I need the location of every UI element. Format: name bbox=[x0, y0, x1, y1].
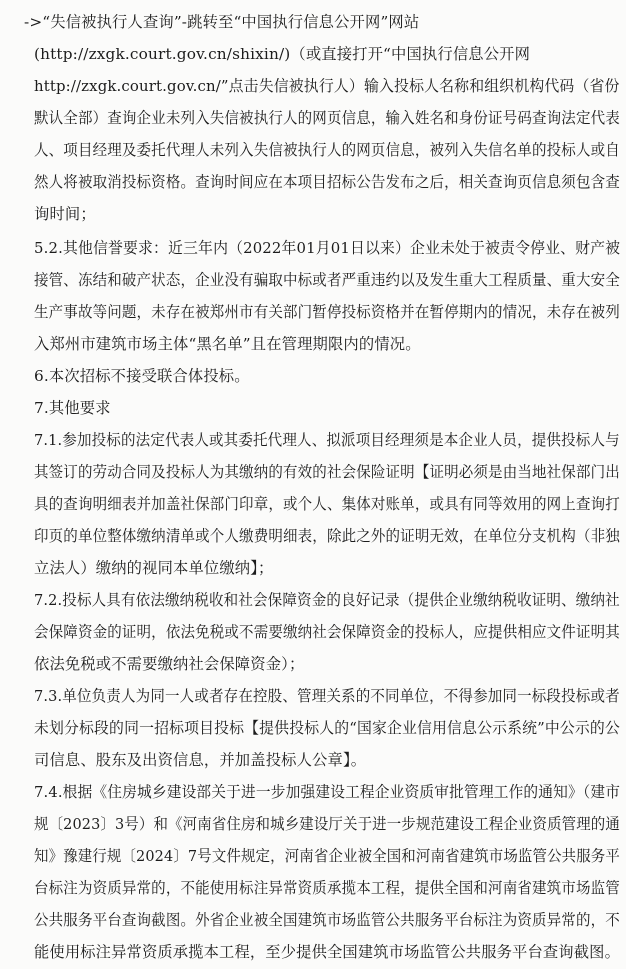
text-line: 能使用标注异常资质承揽本工程，至少提供全国建筑市场监管公共服务平台查询截图。 bbox=[34, 943, 620, 961]
text-line: ->“失信被执行人查询”-跳转至“中国执行信息公开网”网站 bbox=[24, 13, 420, 31]
text-line: 会保障资金的证明，依法免税或不需要缴纳社会保障资金的投标人，应提供相应文件证明其 bbox=[34, 623, 620, 641]
text-line: 5.2.其他信誉要求：近三年内（2022年01月01日以来）企业未处于被责令停业、财产被 bbox=[34, 239, 621, 257]
text-line: 生产事故等问题，未存在被郑州市有关部门暂停投标资格并在暂停期内的情况，未存在被列 bbox=[34, 303, 620, 321]
text-line: 公共服务平台查询截图。外省企业被全国建筑市场监管公共服务平台标注为资质异常的，不 bbox=[34, 911, 620, 929]
text-line: 台标注为资质异常的，不能使用标注异常资质承揽本工程，提供全国和河南省建筑市场监管 bbox=[34, 879, 620, 897]
text-line: 司信息、股东及出资信息，并加盖投标人公章】。 bbox=[34, 751, 367, 769]
text-line: 询时间； bbox=[34, 205, 96, 223]
text-line: 人、项目经理及委托代理人未列入失信被执行人的网页信息，被列入失信名单的投标人或自 bbox=[34, 141, 620, 159]
text-line: 7.3.单位负责人为同一人或者存在控股、管理关系的不同单位，不得参加同一标段投标或者 bbox=[34, 687, 620, 705]
text-line: 然人将被取消投标资格。查询时间应在本项目招标公告发布之后，相关查询页信息须包含查 bbox=[34, 173, 620, 191]
text-line: (http://zxgk.court.gov.cn/shixin/)（或直接打开“中国执行信息公开网 bbox=[34, 45, 531, 63]
text-line: 未划分标段的同一招标项目投标【提供投标人的“国家企业信用信息公示系统”中公示的公 bbox=[34, 719, 620, 737]
text-line: 7.2.投标人具有依法缴纳税收和社会保障资金的良好记录（提供企业缴纳税收证明、缴纳社 bbox=[34, 591, 620, 609]
text-line: 具的查询明细表并加盖社保部门印章，或个人、集体对账单，或具有同等效用的网上查询打 bbox=[34, 495, 620, 513]
text-line: 6.本次招标不接受联合体投标。 bbox=[34, 367, 250, 385]
text-line: 接管、冻结和破产状态，企业没有骗取中标或者严重违约以及发生重大工程质量、重大安全 bbox=[34, 271, 620, 289]
text-line: 其签订的劳动合同及投标人为其缴纳的有效的社会保险证明【证明必须是由当地社保部门出 bbox=[34, 463, 620, 481]
text-line: 依法免税或不需要缴纳社会保障资金）； bbox=[34, 655, 305, 673]
text-line: http://zxgk.court.gov.cn/”点击失信被执行人）输入投标人名称和组织机构代码（省份 bbox=[34, 77, 620, 95]
text-line: 7.4.根据《住房城乡建设部关于进一步加强建设工程企业资质审批管理工作的通知》（建市 bbox=[34, 783, 621, 801]
text-line: 7.其他要求 bbox=[34, 399, 111, 417]
text-line: 入郑州市建筑市场主体“黑名单”且在管理期限内的情况。 bbox=[34, 335, 421, 353]
text-line: 默认全部）查询企业未列入失信被执行人的网页信息，输入姓名和身份证号码查询法定代表 bbox=[34, 109, 620, 127]
text-line: 7.1.参加投标的法定代表人或其委托代理人、拟派项目经理须是本企业人员，提供投标人与 bbox=[34, 431, 620, 449]
text-line: 印页的单位整体缴纳清单或个人缴费明细表，除此之外的证明无效，在单位分支机构（非独 bbox=[34, 527, 620, 545]
text-line: 规〔2023〕3号）和《河南省住房和城乡建设厅关于进一步规范建设工程企业资质管理的通 bbox=[34, 815, 620, 833]
text-line: 知》豫建行规〔2024〕7号文件规定，河南省企业被全国和河南省建筑市场监管公共服务平 bbox=[34, 847, 620, 865]
text-line: 立法人）缴纳的视同本单位缴纳】； bbox=[34, 559, 274, 577]
